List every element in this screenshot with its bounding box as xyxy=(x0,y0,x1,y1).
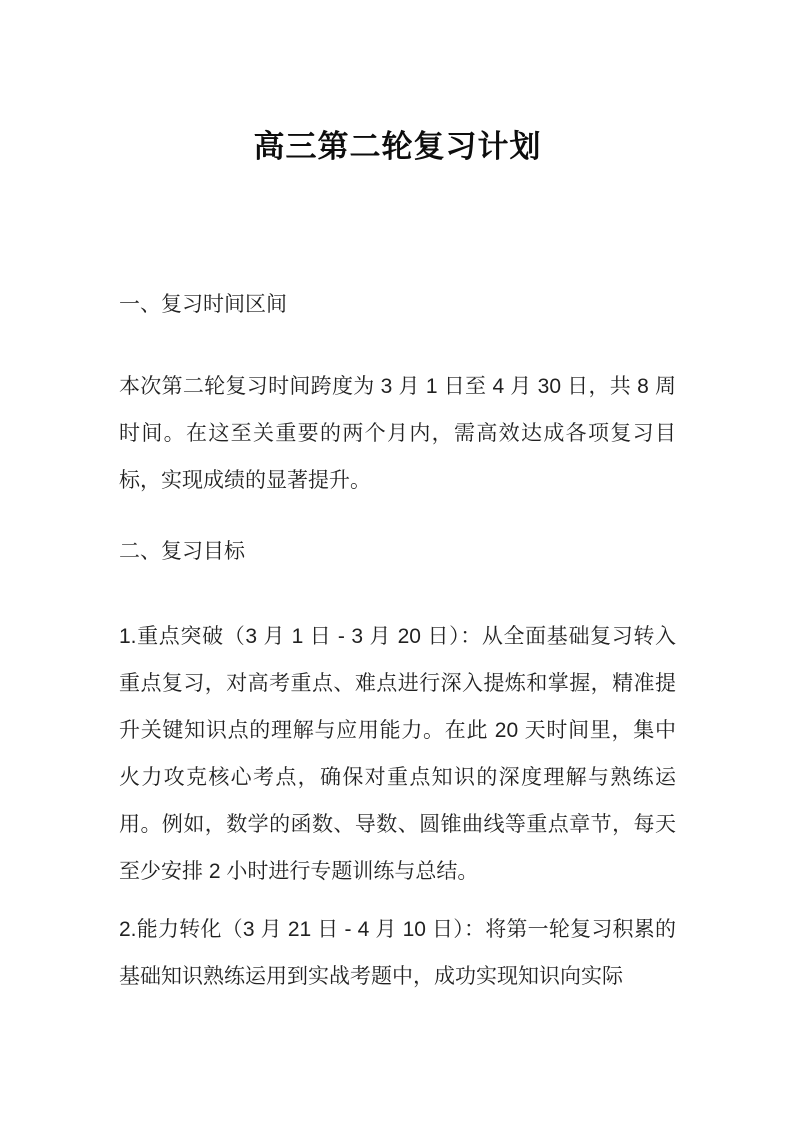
document-title: 高三第二轮复习计划 xyxy=(253,129,542,164)
paragraph-review-time-range: 本次第二轮复习时间跨度为 3 月 1 日至 4 月 30 日，共 8 周时间。在这至关重要的两个月内，需高效达成各项复习目标，实现成绩的显著提升。 xyxy=(119,375,676,492)
paragraph-goal-2-ability-transform: 2.能力转化（3 月 21 日 - 4 月 10 日）：将第一轮复习积累的基础知识熟练运用到实战考题中，成功实现知识向实际 xyxy=(119,918,676,988)
section-heading-review-goals: 二、复习目标 xyxy=(119,540,245,563)
paragraph-goal-1-key-breakthrough: 1.重点突破（3 月 1 日 - 3 月 20 日）：从全面基础复习转入重点复习，对高考重点、难点进行深入提炼和掌握，精准提升关键知识点的理解与应用能力。在此 20 天时间里，集中火力攻克核心考点，确保对重点知识的深度理解与熟练运用。例如，数学的函数、导数、圆锥曲线等重点章节，每天至少安排 2 小时进行专题训练与总结。 xyxy=(119,625,676,883)
section-heading-review-time-range: 一、复习时间区间 xyxy=(119,293,287,316)
